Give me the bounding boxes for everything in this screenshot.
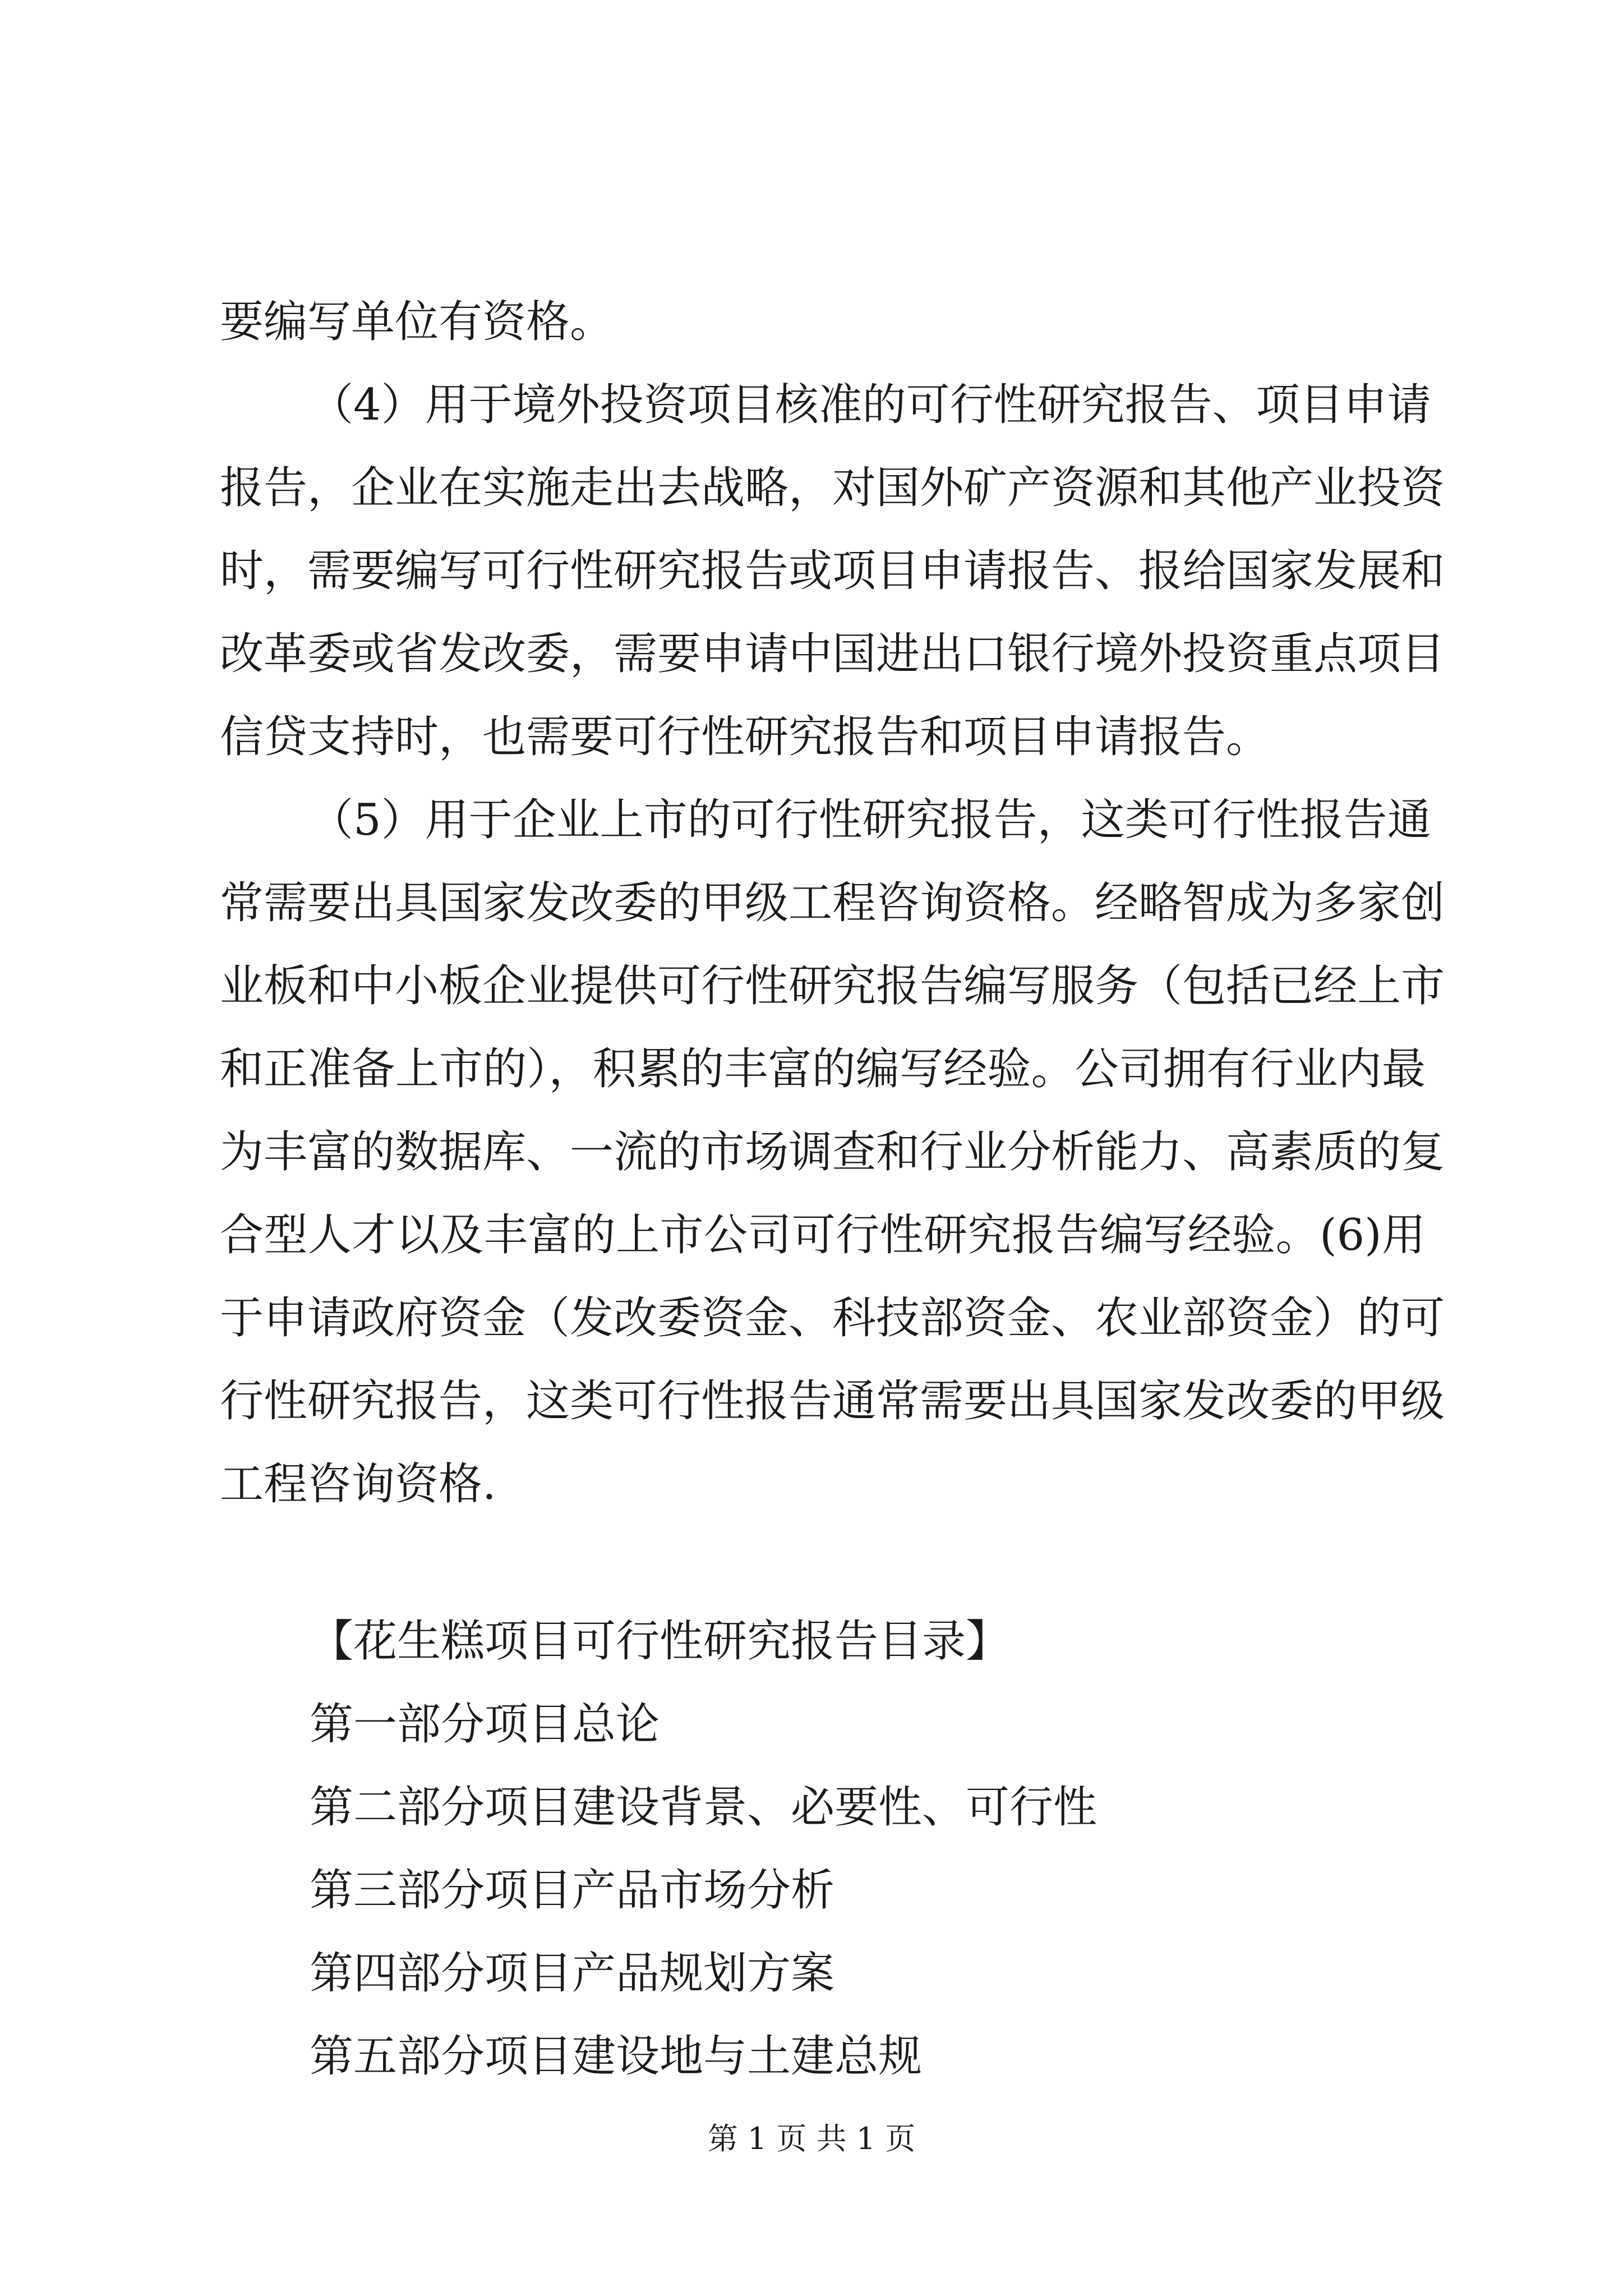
paragraph-line: 时，需要编写可行性研究报告或项目申请报告、报给国家发展和 [220,546,1445,596]
page-footer: 第 1 页 共 1 页 [707,2121,916,2156]
paragraph-line: 行性研究报告，这类可行性报告通常需要出具国家发改委的甲级 [220,1376,1445,1427]
paragraph-line: 信贷支持时，也需要可行性研究报告和项目申请报告。 [220,712,1270,762]
toc-heading: 【花生糕项目可行性研究报告目录】 [310,1616,1010,1667]
toc-item: 第二部分项目建设背景、必要性、可行性 [310,1782,1098,1833]
document-body [220,280,1445,1526]
paragraph-line: 为丰富的数据库、一流的市场调查和行业分析能力、高素质的复 [220,1127,1445,1177]
paragraph-line: （5）用于企业上市的可行性研究报告，这类可行性报告通 [310,795,1431,845]
paragraph-line: 报告，企业在实施走出去战略，对国外矿产资源和其他产业投资 [220,463,1445,513]
paragraph-line: （4）用于境外投资项目核准的可行性研究报告、项目申请 [310,380,1431,430]
paragraph-line: 改革委或省发改委，需要申请中国进出口银行境外投资重点项目 [220,629,1445,679]
toc-item: 第五部分项目建设地与土建总规 [310,2031,923,2082]
paragraph-line: 合型人才以及丰富的上市公司可行性研究报告编写经验。(6)用 [220,1210,1426,1260]
paragraph-line: 业板和中小板企业提供可行性研究报告编写服务（包括已经上市 [220,961,1445,1011]
paragraph-line: 要编写单位有资格。 [220,297,614,347]
toc-item: 第四部分项目产品规划方案 [310,1948,835,1999]
paragraph-line: 常需要出具国家发改委的甲级工程咨询资格。经略智成为多家创 [220,878,1445,928]
toc-item: 第一部分项目总论 [310,1699,660,1750]
table-of-contents [310,1600,1097,2098]
paragraph-line: 和正准备上市的），积累的丰富的编写经验。公司拥有行业内最 [220,1044,1426,1094]
paragraph-line: 于申请政府资金（发改委资金、科技部资金、农业部资金）的可 [220,1293,1445,1343]
toc-item: 第三部分项目产品市场分析 [310,1865,835,1916]
paragraph-line: 工程咨询资格. [220,1459,496,1510]
